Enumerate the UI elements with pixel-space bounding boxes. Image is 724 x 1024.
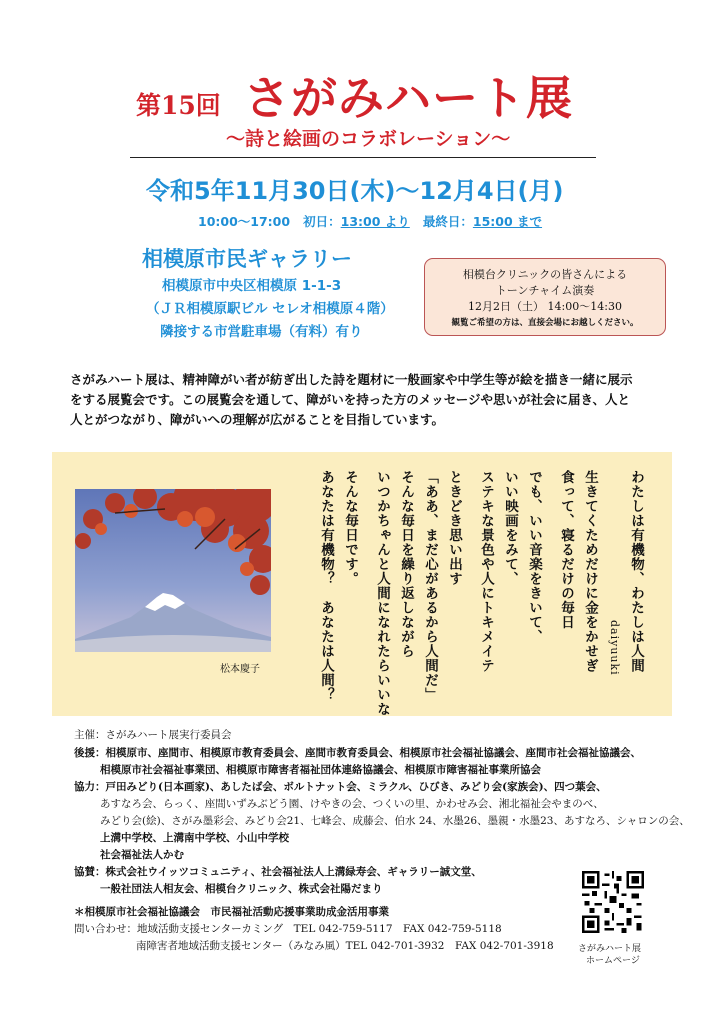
sponsor-line: 協賛：株式会社ウイッツコミュニティ、社会福祉法人上溝緑寿会、ギャラリー誠文堂、 <box>74 866 482 878</box>
painter-name: 松本慶子 <box>220 664 260 675</box>
venue-address: 相模原市中央区相模原 1-1-3 <box>162 278 342 294</box>
chime-line-4: 観覧ご希望の方は、直接会場にお越しください。 <box>451 318 639 328</box>
poem-title: わたしは有機物、わたしは人間 <box>628 470 644 673</box>
contact-line: 問い合わせ：地域活動支援センターカミング TEL 042-759-5117 FAX 042-759-5118 <box>74 923 502 935</box>
event-date: 令和5年11月30日(木)〜12月4日(月) <box>146 177 564 205</box>
cooperation-line: あすなろ会、らっく、座間いずみぶどう園、けやきの会、つくいの里、かわせみ会、湘北福祉会やまのべ、 <box>100 798 604 810</box>
last-day-label: 最終日： <box>422 214 473 229</box>
poem-line: そんな毎日を繰り返しながら <box>398 470 414 659</box>
event-hours <box>198 212 542 230</box>
venue-name: 相模原市民ギャラリー <box>142 247 352 271</box>
painting-image <box>75 489 271 652</box>
organizer-line: 主催：さがみハート展実行委員会 <box>74 729 232 741</box>
support-line: 相模原市社会福祉事業団、相模原市障害者福祉団体連絡協議会、相模原市障害福祉事業所協会 <box>100 764 541 776</box>
cooperation-line: みどり会(絵)、さがみ墨彩会、みどり会21、七峰会、成藤会、伯水 24、水墨26、墨親・水墨23、あすなろ、シャロンの会、 <box>100 815 690 827</box>
edition-label: 第15回 <box>136 91 221 120</box>
event-description <box>70 370 670 430</box>
cooperation-line: 社会福祉法人かむ <box>100 849 184 861</box>
first-day-label: 初日： <box>303 214 341 229</box>
contact-line: 南障害者地域活動支援センター（みなみ風）TEL 042-701-3932 FAX 042-701-3918 <box>136 940 554 952</box>
chime-line-1: 相模台クリニックの皆さんによる <box>462 268 628 281</box>
poem-line: 食って、寝るだけの毎日 <box>558 470 574 630</box>
poem-line: そんな毎日です。 <box>342 470 358 586</box>
support-line: 後援：相模原市、座間市、相模原市教育委員会、座間市教育委員会、相模原市社会福祉協議会、座間市社会福祉協議会、 <box>74 747 641 759</box>
qr-caption: ホームページ <box>586 956 640 966</box>
description-line: 人とがつながり、障がいへの理解が広がることを目指しています。 <box>70 412 445 427</box>
hours-time: 10:00〜17:00 <box>198 214 291 229</box>
page-title: さがみハート展 <box>244 71 573 125</box>
chime-line-3: 12月2日（土） 14:00〜14:30 <box>468 300 622 313</box>
poem-line: ステキな景色や人にトキメイテ <box>478 470 494 673</box>
cooperation-line: 協力：戸田みどり(日本画家)、あしたば会、ボルトナット会、ミラクル、ひびき、みどり会(家族会)、四つ葉会、 <box>74 781 607 793</box>
poem-line: 生きてくためだけに金をかせぎ <box>582 470 598 673</box>
poem-line: いい映画をみて、 <box>502 470 518 586</box>
poem-line: ときどき思い出す <box>446 470 462 586</box>
poem-line: いつかちゃんと人間になれたらいいな <box>374 470 390 717</box>
poem-line: 「ああ、まだ心があるから人間だ」 <box>422 470 438 702</box>
poem-author: daiyuuki <box>608 620 621 676</box>
venue-building: （ＪＲ相模原駅ビル セレオ相模原４階） <box>146 301 394 317</box>
first-day-value: 13:00 より <box>340 214 410 229</box>
poem-line: でも、いい音楽をきいて、 <box>526 470 542 644</box>
title-divider <box>130 157 596 158</box>
chime-info-box <box>424 258 666 336</box>
last-day-value: 15:00 まで <box>472 214 543 229</box>
qr-caption: さがみハート展 <box>578 944 642 954</box>
description-line: さがみハート展は、精神障がい者が紡ぎ出した詩を題材に一般画家や中学生等が絵を描き一緒に展示 <box>70 372 633 387</box>
poem-line: あなたは有機物？ あなたは人間？ <box>318 470 334 702</box>
funding-line: ＊相模原市社会福祉協議会 市民福祉活動応援事業助成金活用事業 <box>74 906 389 918</box>
chime-line-2: トーンチャイム演奏 <box>495 284 595 297</box>
page-subtitle: 〜詩と絵画のコラボレーション〜 <box>226 128 511 150</box>
venue-parking: 隣接する市営駐車場（有料）有り <box>160 324 363 340</box>
sponsor-line: 一般社団法人相友会、相模台クリニック、株式会社陽だまり <box>100 883 383 895</box>
qr-code-icon[interactable] <box>582 871 644 933</box>
cooperation-line: 上溝中学校、上溝南中学校、小山中学校 <box>100 832 289 844</box>
description-line: をする展覧会です。この展覧会を通して、障がいを持った方のメッセージや思いが社会に届き、人と <box>70 392 631 407</box>
